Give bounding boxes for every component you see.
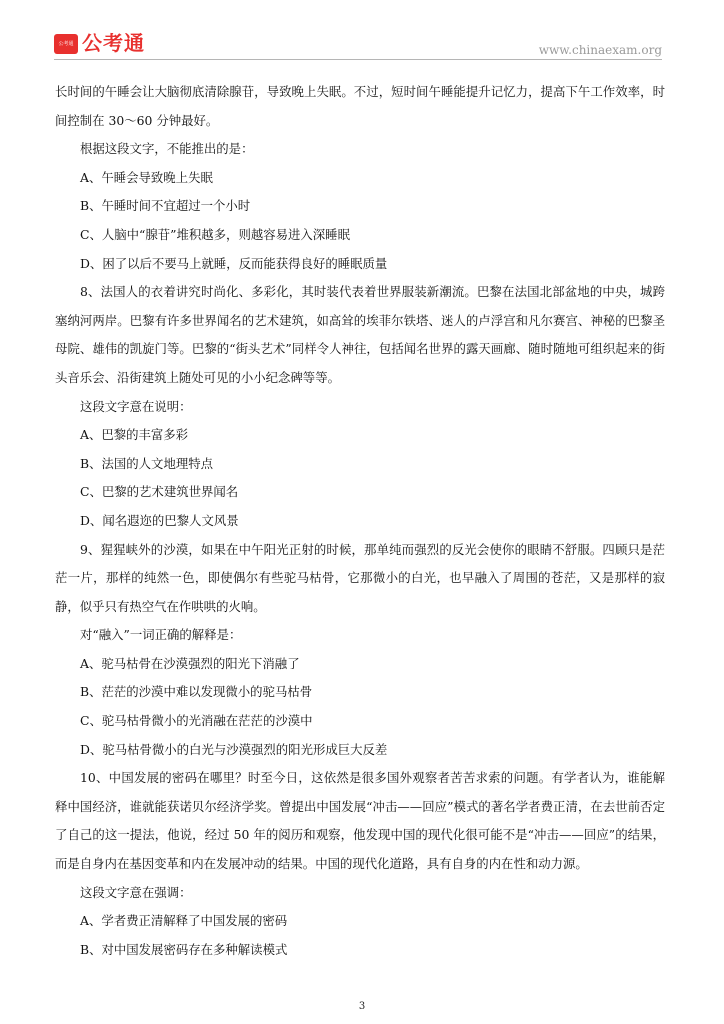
document-body [55,78,665,964]
option-d: D、闻名遐迩的巴黎人文风景 [80,512,239,528]
question-8: 8、法国人的衣着讲究时尚化、多彩化，其时装代表着世界服装新潮流。巴黎在法国北部盆地的中央，城跨塞纳河两岸。巴黎有许多世界闻名的艺术建筑，如高耸的埃菲尔铁塔、迷人的卢浮宫和凡尔赛宫、神秘的巴黎圣母院、雄伟的凯旋门等。巴黎的“街头艺术”同样令人神往，包括闻名世界的露天画廊、随时随地可组织起来的街头音乐会、沿街建筑上随处可见的小小纪念碑等等。 [55,284,665,385]
page-number: 3 [358,1001,366,1012]
header-divider [54,59,662,60]
logo-text: 公考通 [82,31,145,55]
option-c: C、驼马枯骨微小的光消融在茫茫的沙漠中 [80,713,313,729]
option-a: A、驼马枯骨在沙漠强烈的阳光下消融了 [80,655,300,671]
page-header [0,0,724,62]
question-stem: 这段文字意在说明： [80,398,192,414]
option-b: B、茫茫的沙漠中难以发现微小的驼马枯骨 [80,684,313,700]
site-url: www.chinaexam.org [538,43,662,57]
option-c: C、巴黎的艺术建筑世界闻名 [80,484,239,500]
question-9: 9、猩猩峡外的沙漠，如果在中午阳光正射的时候，那单纯而强烈的反光会使你的眼睛不舒服。四顾只是茫茫一片，那样的纯然一色，即使偶尔有些驼马枯骨，它那微小的白光，也早融入了周围的苍茫，又是那样的寂静，似乎只有热空气在作哄哄的火响。 [55,541,665,614]
question-stem: 根据这段文字，不能推出的是： [80,141,254,157]
option-c: C、人脑中“腺苷”堆积越多，则越容易进入深睡眠 [80,226,350,242]
option-b: B、对中国发展密码存在多种解读模式 [80,941,288,957]
option-d: D、困了以后不要马上就睡，反而能获得良好的睡眠质量 [80,255,388,271]
question-stem: 这段文字意在强调： [80,884,192,900]
option-b: B、午睡时间不宜超过一个小时 [80,198,251,214]
option-a: A、学者费正清解释了中国发展的密码 [80,913,288,929]
question-10: 10、中国发展的密码在哪里？时至今日，这依然是很多国外观察者苦苦求索的问题。有学者认为，谁能解释中国经济，谁就能获诺贝尔经济学奖。曾提出中国发展“冲击——回应”模式的著名学者费正清，在去世前否定了自己的这一提法，他说，经过 50 年的阅历和观察，他发现中国的现代化很可能不是“冲击——回应”的结果，而是自身内在基因变革和内在发展冲动的结果。中国的现代化道路，具有自身的内在性和动力源。 [55,770,665,872]
option-a: A、午睡会导致晚上失眠 [80,169,213,185]
question-stem: 对“融入”一词正确的解释是： [80,627,242,643]
option-d: D、驼马枯骨微小的白光与沙漠强烈的阳光形成巨大反差 [80,741,388,757]
logo-badge: 公考通 [54,34,78,54]
option-b: B、法国的人文地理特点 [80,455,214,471]
option-a: A、巴黎的丰富多彩 [80,427,189,443]
paragraph-continuation: 长时间的午睡会让大脑彻底清除腺苷，导致晚上失眠。不过，短时间午睡能提升记忆力，提高下午工作效率，时间控制在 30～60 分钟最好。 [55,84,665,128]
